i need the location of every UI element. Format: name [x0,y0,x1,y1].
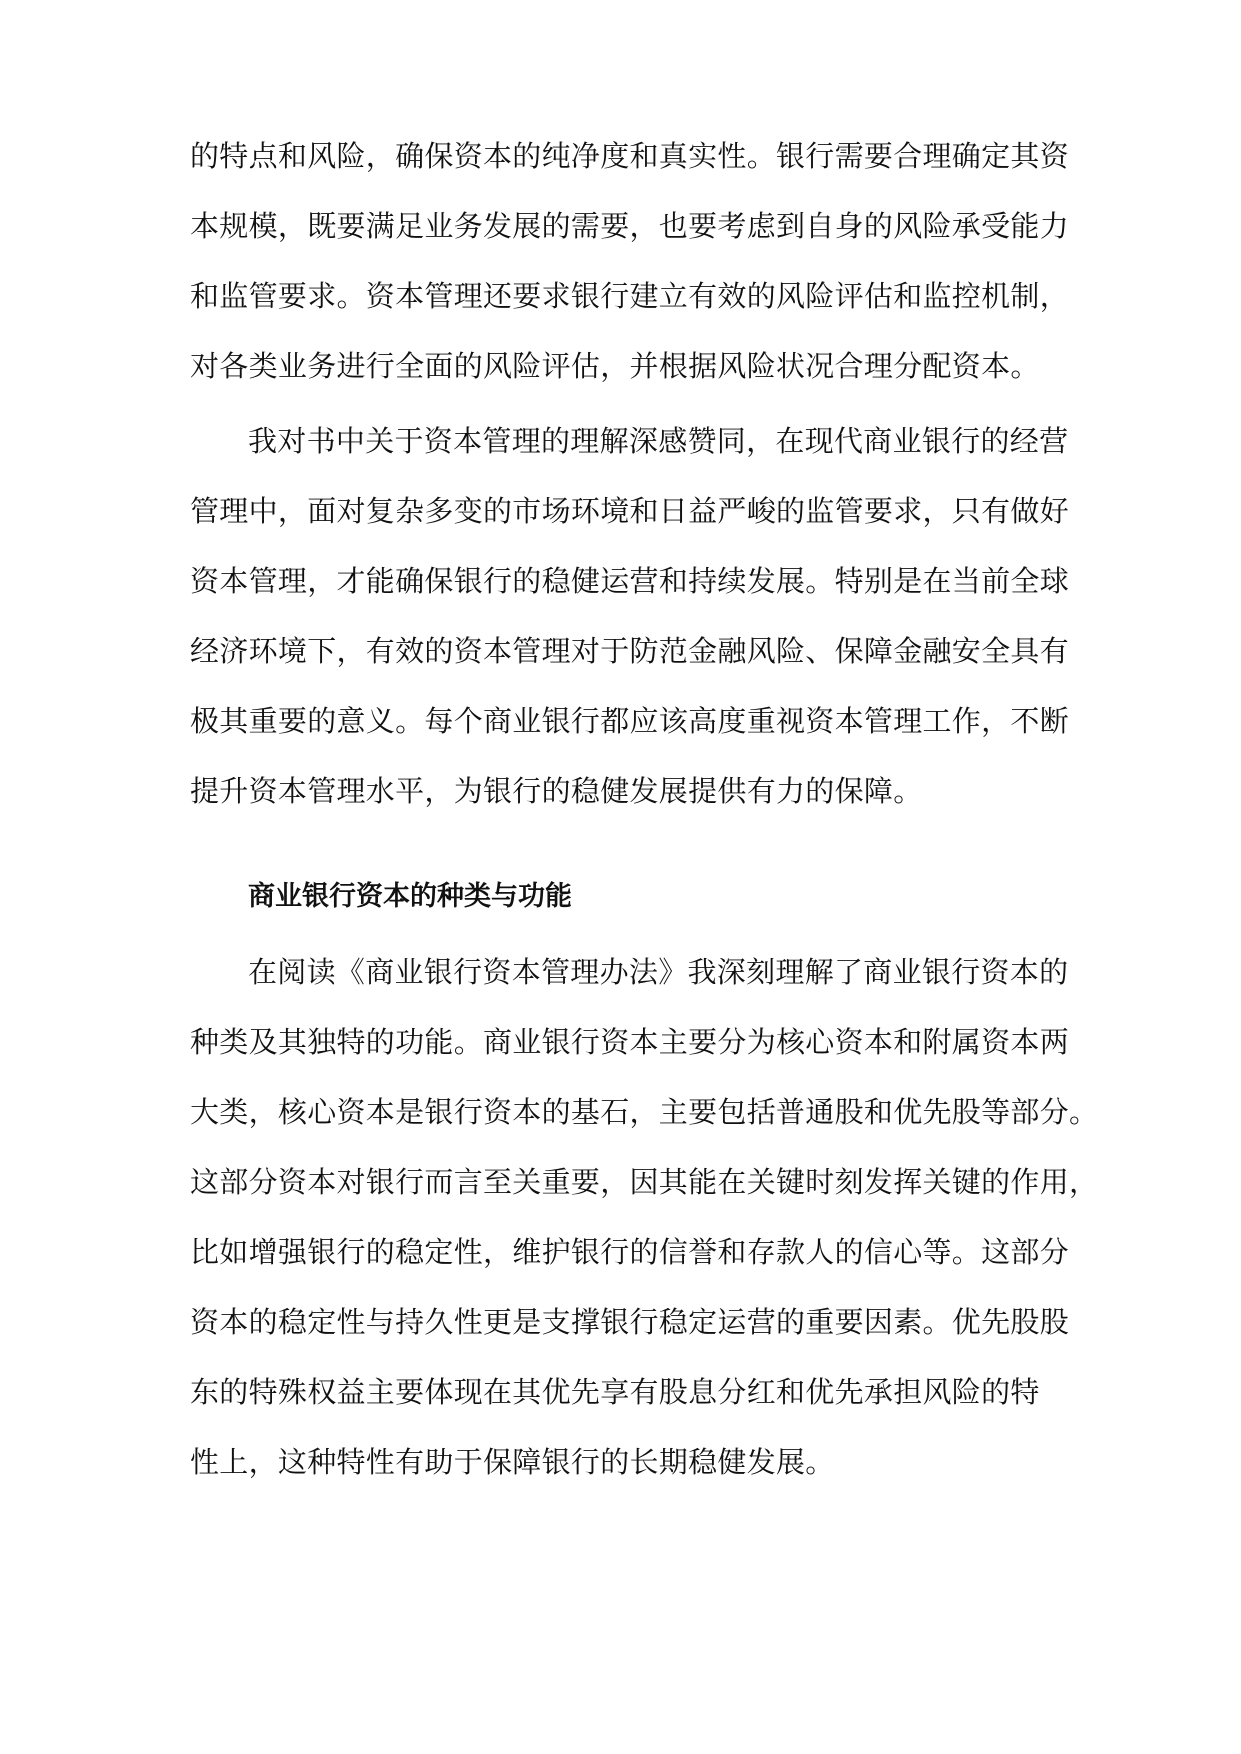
paragraph-line: 提升资本管理水平，为银行的稳健发展提供有力的保障。 [190,774,923,808]
paragraph-line: 东的特殊权益主要体现在其优先享有股息分红和优先承担风险的特 [190,1375,1040,1409]
paragraph-line: 极其重要的意义。每个商业银行都应该高度重视资本管理工作，不断 [190,704,1070,738]
paragraph-line: 大类，核心资本是银行资本的基石，主要包括普通股和优先股等部分。 [190,1095,1099,1129]
paragraph-line: 资本的稳定性与持久性更是支撑银行稳定运营的重要因素。优先股股 [190,1305,1070,1339]
paragraph-line: 这部分资本对银行而言至关重要，因其能在关键时刻发挥关键的作用， [190,1165,1099,1199]
paragraph-line: 和监管要求。资本管理还要求银行建立有效的风险评估和监控机制， [190,279,1070,313]
paragraph-line: 管理中，面对复杂多变的市场环境和日益严峻的监管要求，只有做好 [190,494,1070,528]
paragraph-line: 资本管理，才能确保银行的稳健运营和持续发展。特别是在当前全球 [190,564,1070,598]
paragraph-line: 经济环境下，有效的资本管理对于防范金融风险、保障金融安全具有 [190,634,1070,668]
paragraph-line: 比如增强银行的稳定性，维护银行的信誉和存款人的信心等。这部分 [190,1235,1070,1269]
paragraph-line: 种类及其独特的功能。商业银行资本主要分为核心资本和附属资本两 [190,1025,1070,1059]
paragraph-line: 性上，这种特性有助于保障银行的长期稳健发展。 [190,1445,835,1479]
paragraph-line: 我对书中关于资本管理的理解深感赞同，在现代商业银行的经营 [248,424,1069,458]
section-heading: 商业银行资本的种类与功能 [248,881,572,912]
paragraph-line: 的特点和风险，确保资本的纯净度和真实性。银行需要合理确定其资 [190,139,1070,173]
paragraph-line: 对各类业务进行全面的风险评估，并根据风险状况合理分配资本。 [190,349,1040,383]
paragraph-line: 本规模，既要满足业务发展的需要，也要考虑到自身的风险承受能力 [190,209,1070,243]
paragraph-line: 在阅读《商业银行资本管理办法》我深刻理解了商业银行资本的 [248,955,1069,989]
